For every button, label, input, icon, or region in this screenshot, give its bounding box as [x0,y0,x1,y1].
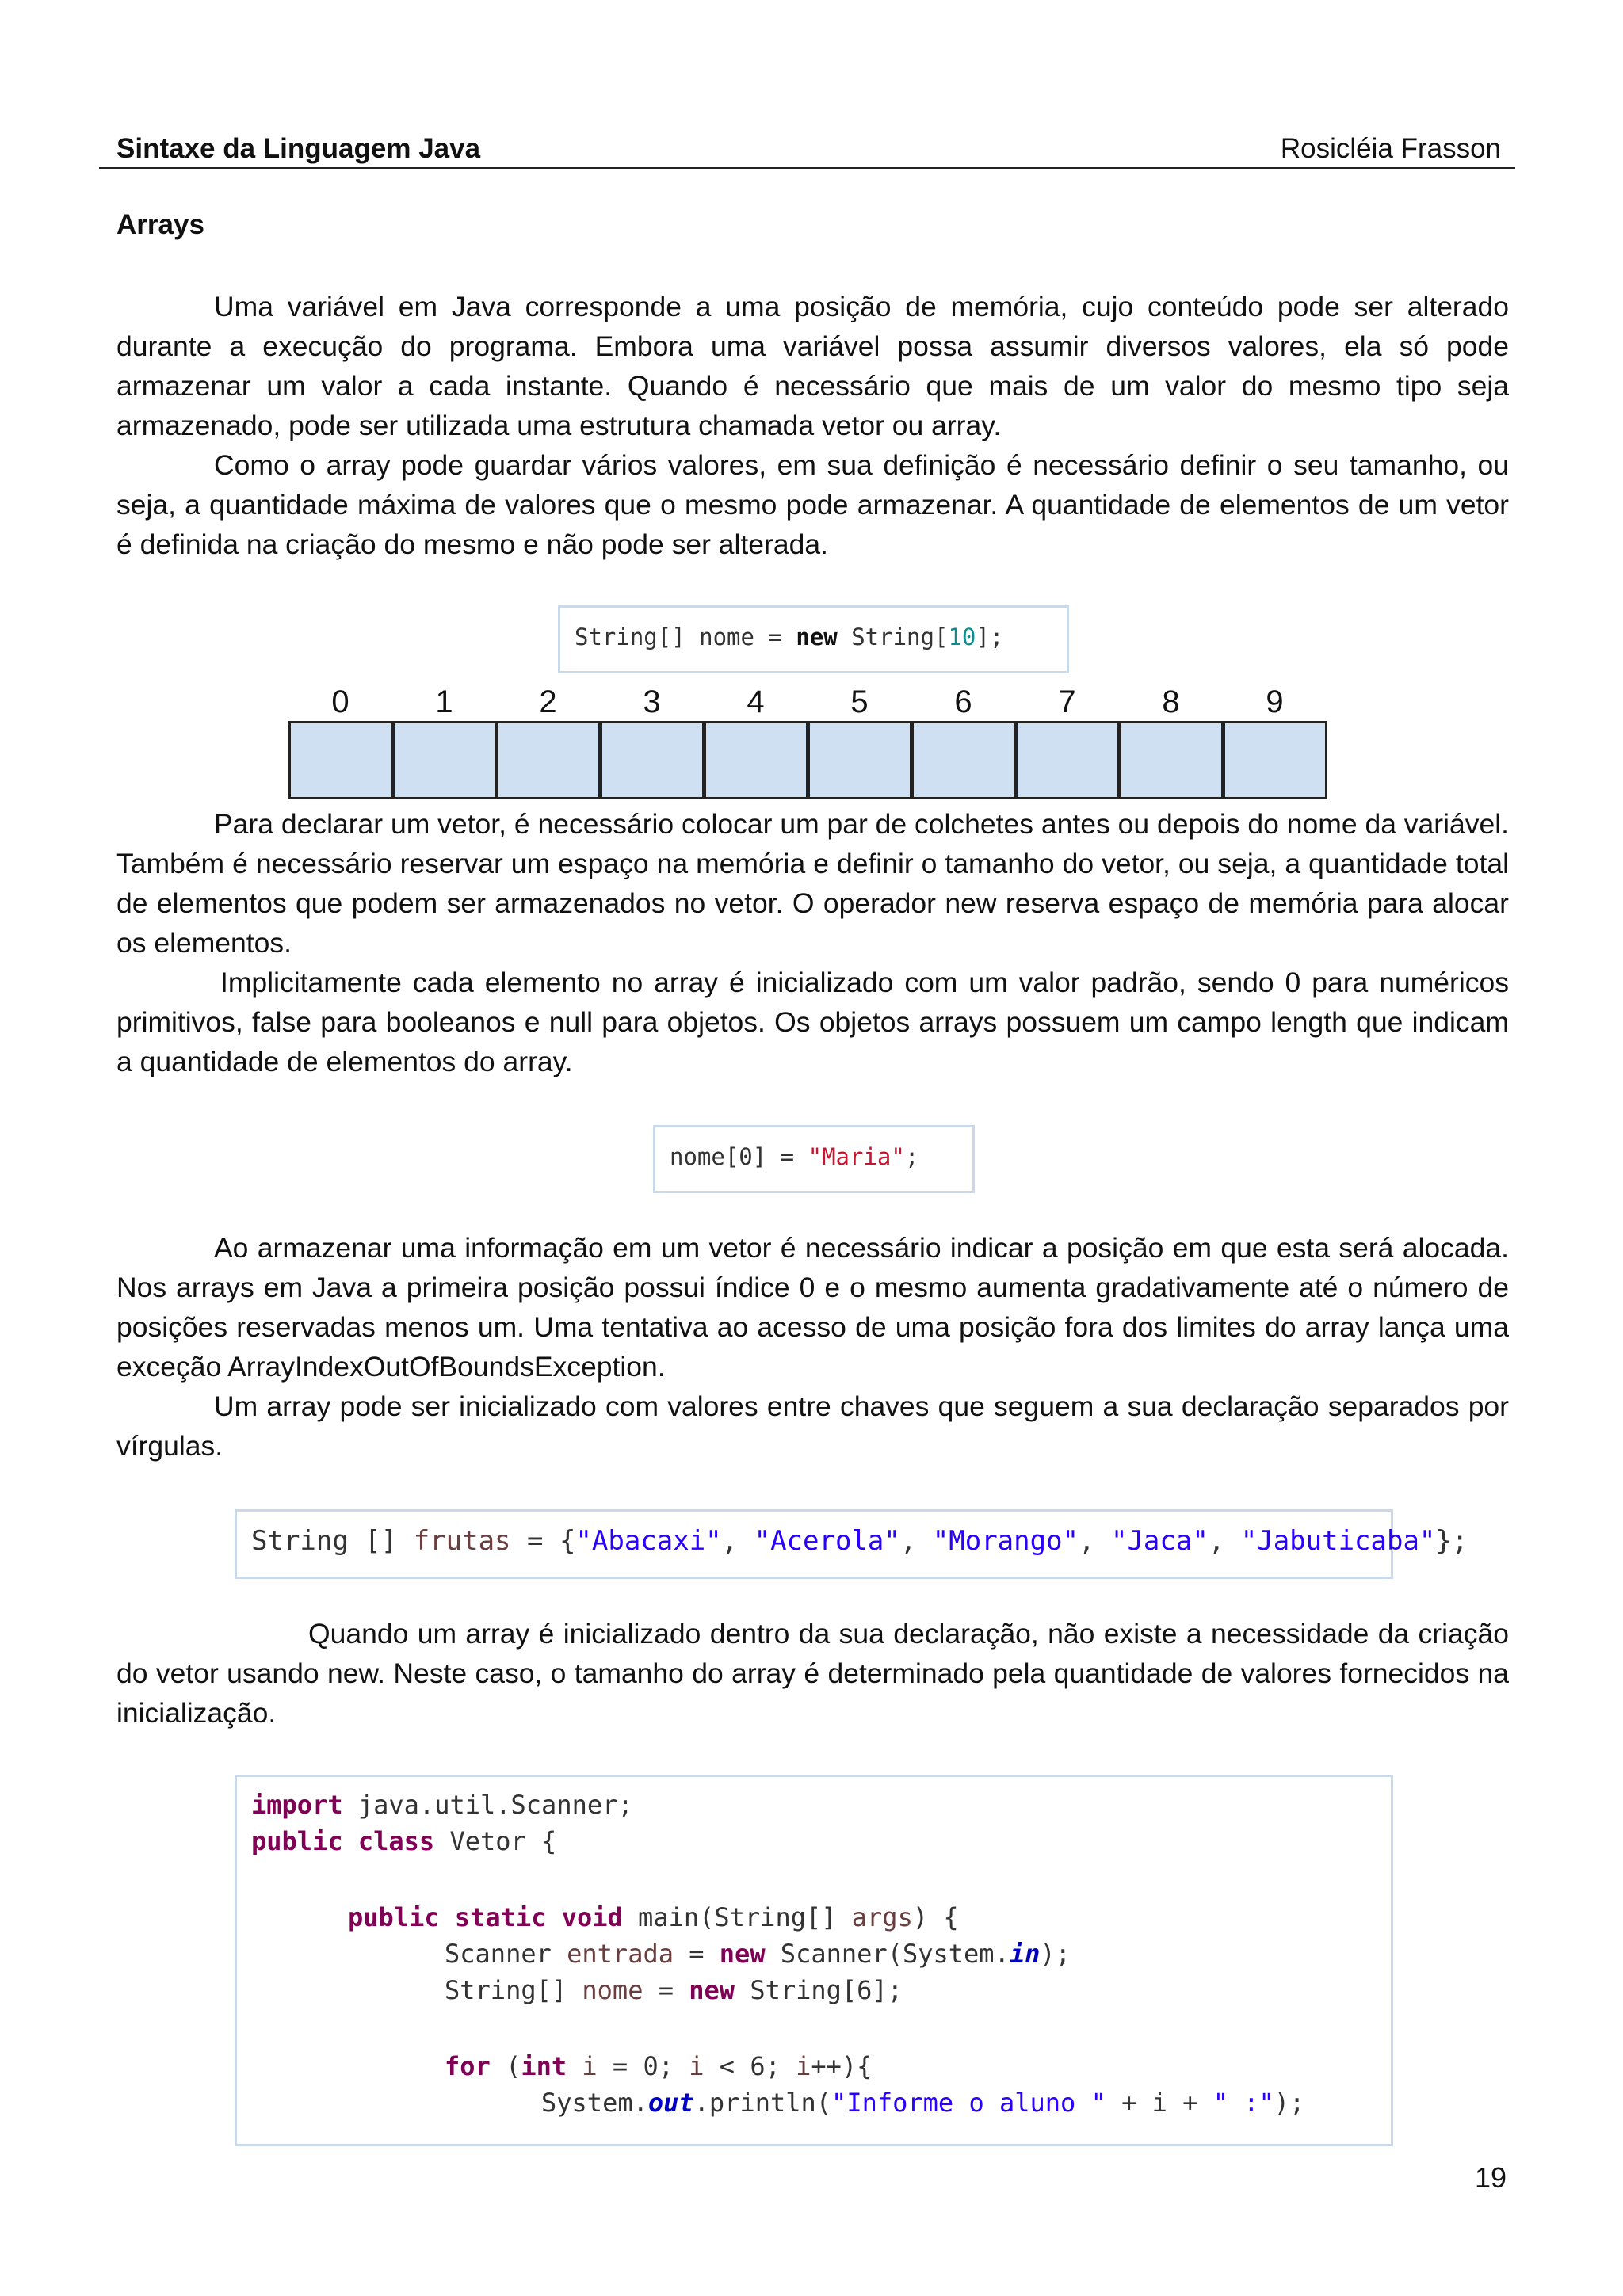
code-text: String[] nome = [575,624,796,650]
code-keyword: static [454,1902,547,1932]
code-snippet-declaration [558,605,1069,673]
code-text: Scanner(System. [765,1939,1010,1969]
page-header [99,131,1515,169]
paragraph-2: Como o array pode guardar vários valores, em sua definição é necessário definir o seu tamanho, ou seja, a quantidade máxima de valores que o mesmo pode armazenar. A quantidade de elementos de um vetor é definida na criação do mesmo e não pode ser alterada. [116,449,1509,560]
code-variable: i [1151,2088,1167,2118]
code-string: "Jabuticaba" [1240,1525,1436,1557]
paragraph-5: Ao armazenar uma informação em um vetor é necessário indicar a posição em que esta será alocada. Nos arrays em Java a primeira posição possui índice 0 e o mesmo aumenta gradativamente até o número de posições reservadas menos um. Uma tentativa ao acesso de uma posição fora dos limites do array lança uma exceção ArrayIndexOutOfBoundsException. [116,1232,1509,1383]
array-index-label: 9 [1266,685,1284,719]
array-index-label: 5 [850,685,869,719]
code-text: = [673,1939,720,1969]
code-text: , [1208,1525,1241,1557]
header-author: Rosicléia Frasson [1280,133,1501,164]
code-text: System. [541,2088,648,2118]
code-snippet-initialization [235,1509,1468,1579]
array-cell [288,721,393,799]
code-text: + [1167,2088,1213,2118]
array-cell [704,721,808,799]
array-index-label: 3 [643,685,661,719]
code-line [348,1899,959,1936]
code-line [445,1972,903,2008]
paragraph-7: Quando um array é inicializado dentro da sua declaração, não existe a necessidade da criação do vetor usando new. Neste caso, o tamanho do array é determinado pela quantidade de valores fornecidos na inicialização. [116,1618,1509,1729]
code-keyword: class [357,1826,435,1856]
code-line [251,1823,556,1859]
code-keyword: public [251,1826,343,1856]
array-index-label: 7 [1058,685,1076,719]
code-string: "Abacaxi" [575,1525,722,1557]
code-text: = 0; [597,2051,689,2081]
code-text: nome[0] = [670,1143,808,1170]
code-string: "Maria" [808,1143,905,1170]
code-string: "Morango" [932,1525,1079,1557]
code-text: String[ [837,624,949,650]
code-text: java.util.Scanner; [342,1790,633,1820]
paragraph-3: Para declarar um vetor, é necessário colocar um par de colchetes antes ou depois do nome da variável. Também é necessário reservar um espaço na memória e definir o tamanho do vetor, ou seja, a quantidade total de elementos que podem ser armazenados no vetor. O operador new reserva espaço de memória para alocar os elementos. [116,808,1509,959]
array-index-label: 0 [331,685,349,719]
code-text: Vetor { [434,1826,557,1856]
code-keyword: int [521,2051,567,2081]
code-text: ; [904,1143,919,1170]
code-text: Scanner [445,1939,567,1969]
paragraph-1: Uma variável em Java corresponde a uma posição de memória, cujo conteúdo pode ser alterado durante a execução do programa. Embora uma variável possa assumir diversos valores, ela só pode armazenar um valor a cada instante. Quando é necessário que mais de um valor do mesmo tipo seja armazenado, pode ser utilizada uma estrutura chamada vetor ou array. [116,291,1509,441]
code-listing-vetor [235,1775,1393,2146]
code-text: ); [1274,2088,1305,2118]
code-line [445,1936,1071,1972]
code-string: "Acerola" [754,1525,900,1557]
code-keyword: void [561,1902,623,1932]
code-text: ); [1040,1939,1071,1969]
code-text: ) { [912,1902,959,1932]
code-variable: frutas [413,1525,511,1557]
code-variable: i [796,2051,812,2081]
code-snippet-assignment [653,1125,975,1193]
section-title: Arrays [116,209,204,240]
code-variable: args [851,1902,913,1932]
page-number: 19 [1474,2161,1507,2194]
code-text: + [1106,2088,1152,2118]
code-keyword: new [719,1939,766,1969]
code-variable: nome [582,1975,643,2005]
code-string: " :" [1212,2088,1274,2118]
code-text: String [] [251,1525,414,1557]
array-index-label: 1 [435,685,453,719]
array-cell [392,721,497,799]
code-line [445,2048,872,2084]
code-number: 10 [948,624,976,650]
code-text: main(String[] [622,1902,852,1932]
code-string: "Jaca" [1110,1525,1209,1557]
code-text: , [1079,1525,1111,1557]
code-text: , [721,1525,754,1557]
code-text: ]; [976,624,1004,650]
code-field: in [1009,1939,1041,1969]
array-cell [1015,721,1120,799]
code-keyword: for [445,2051,491,2081]
code-string: "Informe o aluno " [831,2088,1106,2118]
code-keyword: new [796,624,838,650]
array-cell [496,721,601,799]
code-keyword: new [689,1975,735,2005]
paragraph-4: Implicitamente cada elemento no array é inicializado com um valor padrão, sendo 0 para numéricos primitivos, false para booleanos e null para objetos. Os objetos arrays possuem um campo length que indicam a quantidade de elementos do array. [116,967,1509,1077]
code-text: String[6]; [735,1975,903,2005]
code-keyword: public [348,1902,440,1932]
array-cell [600,721,705,799]
code-text: < 6; [704,2051,796,2081]
array-cell [911,721,1016,799]
code-variable: entrada [567,1939,674,1969]
array-index-label: 8 [1162,685,1180,719]
code-text: .println( [693,2088,832,2118]
code-text: }; [1435,1525,1468,1557]
array-index-label: 2 [539,685,557,719]
code-text: String[] [445,1975,582,2005]
array-index-label: 6 [954,685,972,719]
code-text: , [899,1525,933,1557]
code-text: ( [490,2051,521,2081]
array-cell [1223,721,1327,799]
code-line [251,1787,633,1823]
code-field: out [647,2088,694,2118]
code-text: = [643,1975,689,2005]
header-title: Sintaxe da Linguagem Java [116,133,481,164]
code-text: ++){ [811,2051,873,2081]
code-text: = { [510,1525,576,1557]
paragraph-6: Um array pode ser inicializado com valores entre chaves que seguem a sua declaração separados por vírgulas. [116,1390,1509,1462]
array-index-label: 4 [747,685,765,719]
array-cell [1119,721,1224,799]
code-line [541,2084,1304,2121]
code-variable: i [582,2051,598,2081]
array-cell [808,721,912,799]
code-variable: i [689,2051,705,2081]
code-keyword: import [251,1790,343,1820]
code-text [567,2051,582,2081]
array-diagram [288,680,1338,807]
